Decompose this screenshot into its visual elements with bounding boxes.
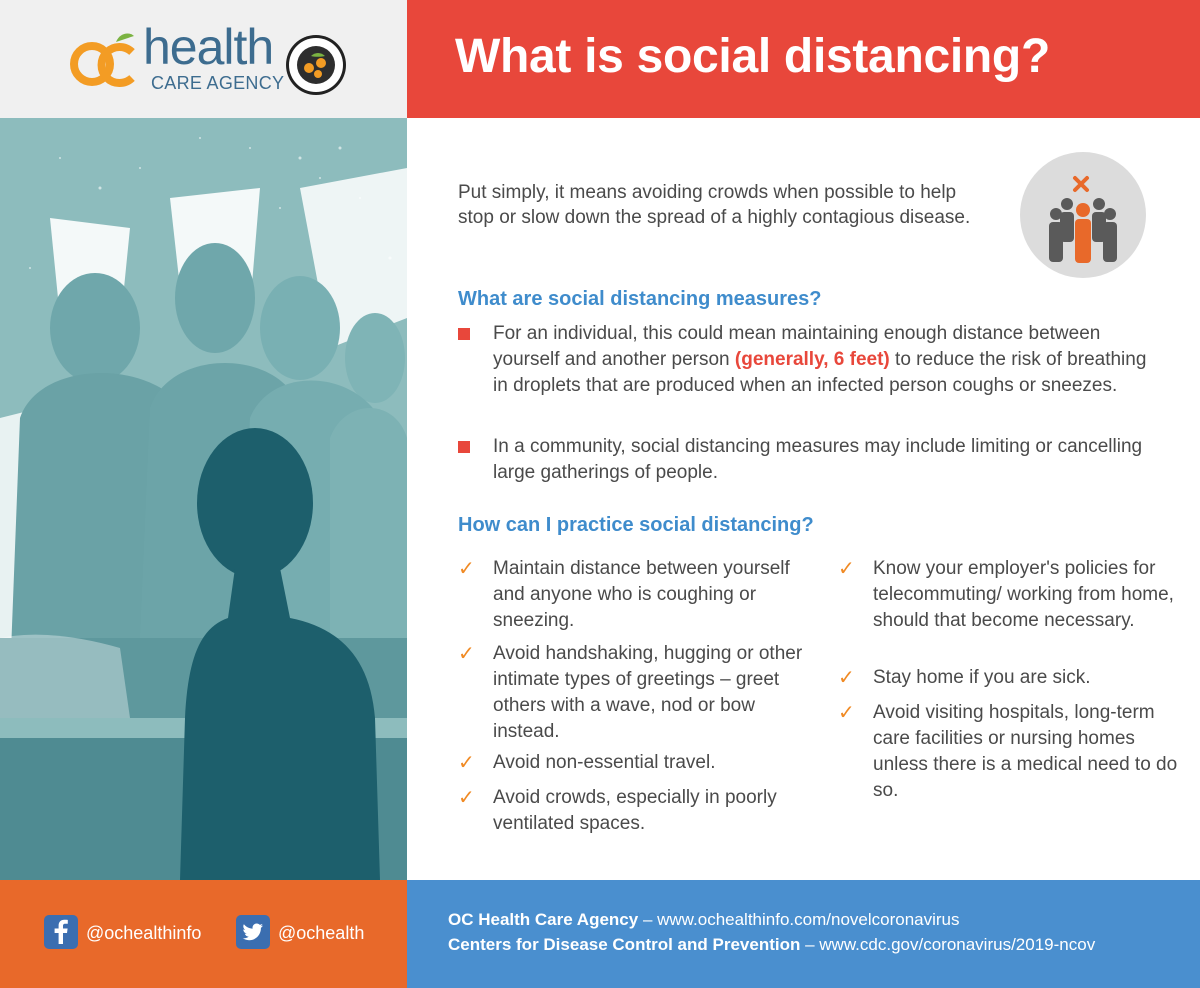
red-square-bullet-icon (458, 328, 470, 340)
people-distancing-icon (1020, 152, 1146, 278)
practice-tip-text: Stay home if you are sick. (873, 667, 1091, 688)
oc-logo-icon (70, 30, 150, 92)
measures-heading: What are social distancing measures? (458, 288, 822, 310)
checkmark-icon: ✓ (458, 787, 475, 809)
practice-tip (458, 641, 838, 745)
measure-text: For an individual, this could mean maintaining enough distance between yourself and another person (493, 323, 1101, 370)
checkmark-icon: ✓ (838, 702, 855, 724)
practice-tip-text: Avoid handshaking, hugging or other intimate types of greetings – greet others with a wave, nod or bow instead. (493, 643, 803, 742)
measure-item (458, 434, 1158, 486)
header-banner (407, 0, 1200, 118)
twitter-handle[interactable]: @ochealth (278, 923, 365, 943)
credit-org: OC Health Care Agency (448, 910, 639, 929)
practice-tip (838, 665, 1188, 691)
measure-highlight: (generally, 6 feet) (734, 349, 890, 370)
logo-area (0, 0, 407, 118)
logo-agency-text: CARE AGENCY (151, 73, 285, 93)
practice-tip (838, 556, 1188, 660)
practice-tip-text: Avoid visiting hospitals, long-term care facilities or nursing homes unless there is a medical need to do so. (873, 702, 1178, 801)
county-seal-icon (285, 34, 347, 96)
credit-url-link[interactable]: www.cdc.gov/coronavirus/2019-ncov (819, 935, 1096, 954)
practice-tip-text: Know your employer's policies for telecommuting/ working from home, should that become necessary. (873, 558, 1174, 631)
measure-text-end: to reduce the risk of breathing in droplets that are produced when an infected person coughs or sneezes. (493, 349, 1147, 396)
logo-health-text: health (143, 19, 274, 75)
credit-url-link[interactable]: www.ochealthinfo.com/novelcoronavirus (657, 910, 960, 929)
checkmark-icon: ✓ (458, 558, 475, 580)
credit-line (448, 909, 960, 931)
checkmark-icon: ✓ (838, 667, 855, 689)
measure-text: In a community, social distancing measures may include limiting or cancelling large gatherings of people. (493, 436, 1143, 483)
practice-tip (838, 700, 1188, 804)
practice-tip (458, 556, 838, 634)
practice-tip-text: Maintain distance between yourself and anyone who is coughing or sneezing. (493, 558, 790, 631)
red-square-bullet-icon (458, 441, 470, 453)
checkmark-icon: ✓ (458, 752, 475, 774)
practice-tip-text: Avoid crowds, especially in poorly ventilated spaces. (493, 787, 777, 834)
practice-heading: How can I practice social distancing? (458, 514, 814, 536)
practice-tip-text: Avoid non-essential travel. (493, 752, 716, 773)
practice-tip (458, 785, 838, 837)
credit-separator: – (638, 910, 658, 929)
measure-item (458, 321, 1158, 425)
intro-text: Put simply, it means avoiding crowds when possible to help stop or slow down the spread of a highly contagious disease. (458, 182, 971, 228)
checkmark-icon: ✓ (838, 558, 855, 580)
facebook-handle[interactable]: @ochealthinfo (86, 923, 202, 943)
twitter-icon[interactable] (236, 915, 270, 949)
page-title: What is social distancing? (455, 30, 1050, 83)
crowd-illustration (0, 118, 407, 880)
facebook-icon[interactable] (44, 915, 78, 949)
crowd-silhouettes-image (0, 118, 407, 880)
credit-org: Centers for Disease Control and Prevention (448, 935, 801, 954)
credit-separator: – (800, 935, 820, 954)
practice-tip (458, 750, 838, 776)
credit-line (448, 934, 1095, 956)
checkmark-icon: ✓ (458, 643, 475, 665)
